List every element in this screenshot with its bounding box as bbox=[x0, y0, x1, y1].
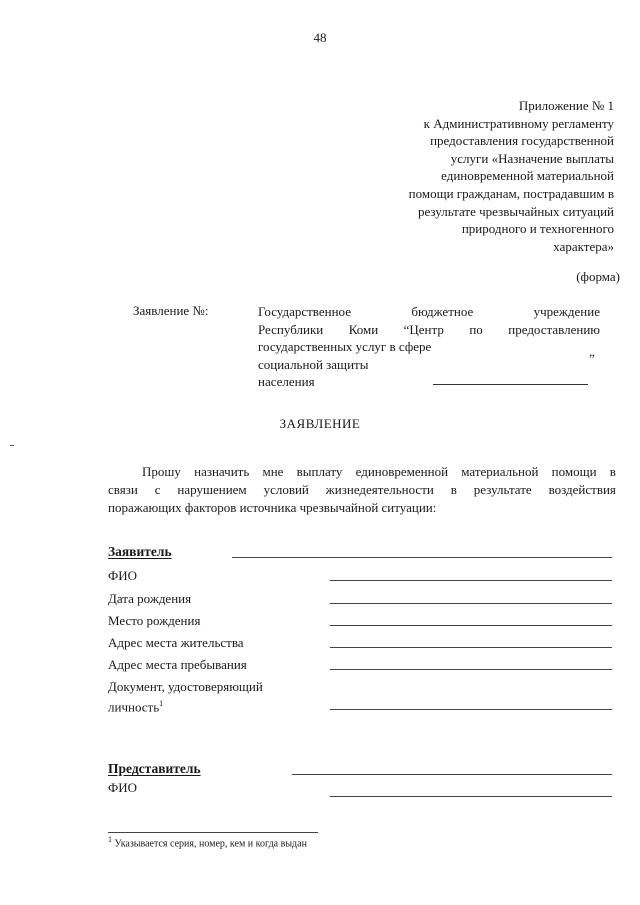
word: помощи bbox=[551, 464, 597, 479]
representative-line[interactable] bbox=[292, 774, 612, 775]
footnote bbox=[108, 835, 307, 849]
birth-date-label: Дата рождения bbox=[108, 591, 192, 606]
addressee-line-3: государственных услуг в сфере bbox=[258, 339, 432, 354]
word: результате bbox=[473, 482, 532, 497]
word: назначить bbox=[194, 464, 250, 479]
stay-address-field[interactable] bbox=[330, 669, 612, 670]
applicant-heading: Заявитель bbox=[108, 544, 172, 559]
word: выплату bbox=[296, 464, 343, 479]
footnote-separator bbox=[108, 832, 318, 833]
word: Коми bbox=[348, 321, 379, 337]
document-title: ЗАЯВЛЕНИЕ bbox=[279, 416, 361, 431]
word: Республики bbox=[258, 321, 324, 337]
addressee-blank-line[interactable] bbox=[433, 384, 588, 385]
representative-fio-field[interactable] bbox=[330, 796, 612, 797]
representative-fio-label: ФИО bbox=[108, 780, 138, 795]
appendix-line: природного и техногенного bbox=[461, 221, 614, 237]
paragraph-line-1 bbox=[108, 463, 616, 481]
footnote-text: Указывается серия, номер, кем и когда выдан bbox=[112, 838, 307, 850]
word: связи bbox=[108, 482, 138, 497]
word: нарушением bbox=[177, 482, 247, 497]
footnote-mark: 1 bbox=[108, 835, 112, 844]
paragraph-line-2 bbox=[108, 481, 616, 499]
addressee-line-5: населения bbox=[258, 374, 315, 389]
appendix-line: единовременной материальной bbox=[441, 168, 614, 184]
addressee-line-2 bbox=[258, 321, 600, 339]
applicant-fio-field[interactable] bbox=[330, 580, 612, 581]
word: “Центр bbox=[403, 321, 444, 337]
appendix-line: результате чрезвычайных ситуаций bbox=[417, 203, 614, 219]
word: предоставлению bbox=[508, 321, 600, 337]
id-document-label-line2 bbox=[108, 695, 163, 715]
birth-place-label: Место рождения bbox=[108, 613, 201, 628]
id-document-label-line1: Документ, удостоверяющий bbox=[108, 679, 263, 694]
appendix-line: к Административному регламенту bbox=[423, 115, 614, 131]
word: материальной bbox=[461, 464, 539, 479]
page-number: 48 bbox=[313, 30, 327, 45]
word: в bbox=[609, 464, 616, 479]
word: бюджетное bbox=[411, 304, 474, 319]
addressee-line-1 bbox=[258, 303, 600, 321]
closing-quote: ” bbox=[589, 351, 595, 366]
word: Государственное bbox=[258, 304, 351, 319]
form-label: (форма) bbox=[576, 269, 620, 284]
word: мне bbox=[262, 464, 284, 479]
addressee-line-4: социальной защиты bbox=[258, 356, 369, 372]
appendix-header bbox=[344, 97, 614, 255]
appendix-line: услуги «Назначение выплаты bbox=[450, 150, 614, 166]
appendix-line: предоставления государственной bbox=[430, 133, 614, 149]
residence-address-field[interactable] bbox=[330, 647, 612, 648]
paragraph-line-3: поражающих факторов источника чрезвычайной ситуации: bbox=[108, 500, 437, 515]
applicant-fio-label: ФИО bbox=[108, 568, 138, 583]
stay-address-label: Адрес места пребывания bbox=[108, 657, 247, 672]
applicant-line[interactable] bbox=[232, 557, 612, 558]
residence-address-label: Адрес места жительства bbox=[108, 635, 244, 650]
appendix-line: характера» bbox=[553, 238, 614, 254]
word: жизнедеятельности bbox=[325, 482, 434, 497]
representative-heading: Представитель bbox=[108, 761, 201, 776]
appendix-line: Приложение № 1 bbox=[518, 98, 614, 113]
request-paragraph bbox=[108, 463, 616, 517]
id-document-label-text: личность bbox=[108, 699, 160, 715]
word: в bbox=[450, 482, 457, 497]
addressee-block bbox=[258, 303, 600, 391]
word: по bbox=[469, 321, 483, 337]
birth-date-field[interactable] bbox=[330, 603, 612, 604]
word: воздействия bbox=[548, 482, 616, 497]
statement-number-label: Заявление №: bbox=[133, 303, 209, 318]
word: Прошу bbox=[142, 464, 181, 479]
margin-mark bbox=[10, 445, 14, 446]
id-document-field[interactable] bbox=[330, 709, 612, 710]
word: учреждение bbox=[533, 304, 600, 319]
word: условий bbox=[263, 482, 309, 497]
birth-place-field[interactable] bbox=[330, 625, 612, 626]
footnote-reference: 1 bbox=[159, 699, 164, 708]
word: единовременной bbox=[355, 464, 449, 479]
word: с bbox=[154, 482, 161, 497]
appendix-line: помощи гражданам, пострадавшим в bbox=[408, 185, 614, 201]
